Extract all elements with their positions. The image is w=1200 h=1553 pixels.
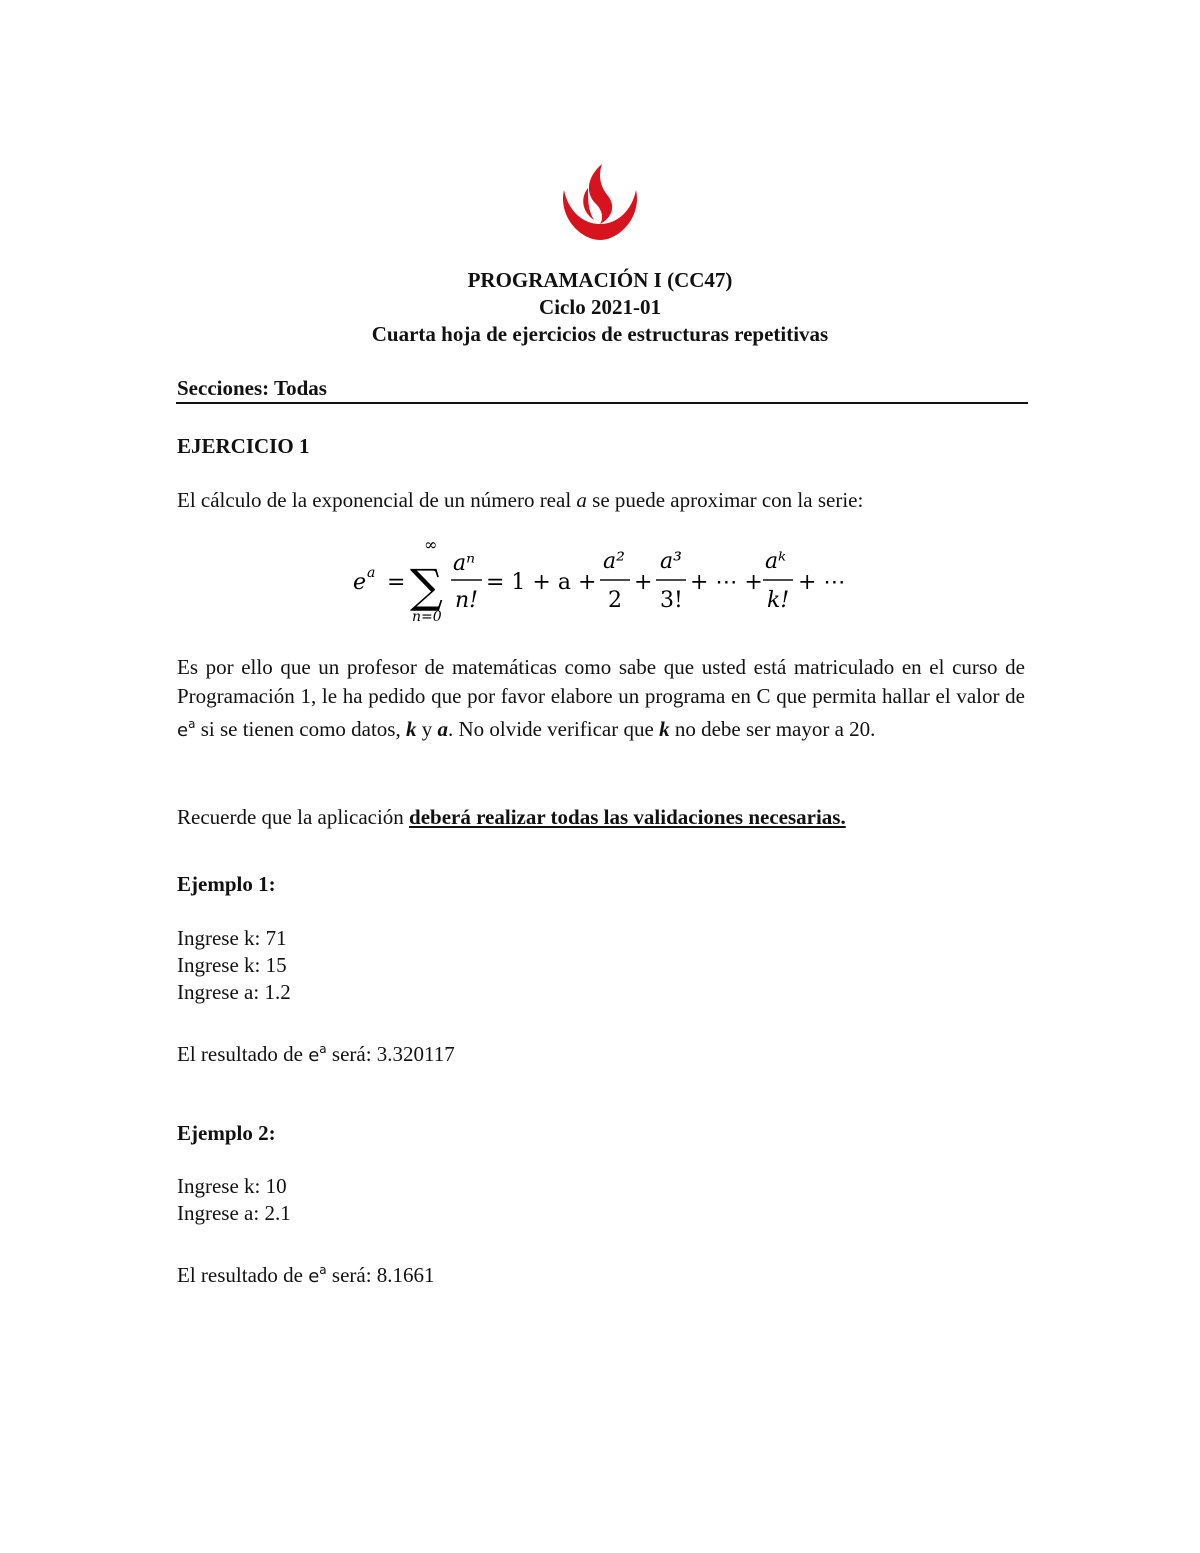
intro-text-pre: El cálculo de la exponencial de un número real [177, 488, 577, 512]
reminder [177, 804, 846, 831]
intro-var: a [576, 488, 587, 512]
result-post: será: 3.320117 [326, 1042, 455, 1066]
formula-lhs-exp: a [367, 565, 376, 581]
para-text-3: . No olvide verificar que [447, 717, 660, 741]
para-text-y: y [416, 717, 438, 741]
result-pre: El resultado de [177, 1042, 309, 1066]
reminder-pre: Recuerde que la aplicación [177, 805, 410, 829]
exercise-intro [177, 487, 863, 514]
result-e-exponent: a [319, 1042, 327, 1056]
result-e: e [308, 1045, 320, 1066]
result-e: e [308, 1266, 320, 1287]
formula-lhs-base: e [353, 570, 367, 595]
exercise-description [177, 653, 1025, 746]
frac3-den: 3! [660, 588, 683, 613]
intro-text-post: se puede aproximar con la serie: [586, 488, 864, 512]
frac3-num: a³ [660, 549, 682, 574]
result-e-exponent: a [319, 1263, 327, 1277]
formula-sum-bottom: n=0 [412, 609, 442, 625]
para-e: e [177, 720, 189, 741]
frac2-den: 2 [608, 588, 622, 613]
para-e-exponent: a [188, 717, 196, 731]
formula-sum-top: ∞ [424, 535, 438, 554]
example1-line: Ingrese k: 71 [177, 926, 287, 950]
para-text-1: Es por ello que un profesor de matemáticas como sabe que usted está matriculado en el curso de Programación 1, le ha pedido que por favor elabore un programa en C que permita hallar el valor de [177, 655, 1025, 708]
frac4-num: aᵏ [765, 549, 787, 574]
example2-line: Ingrese a: 2.1 [177, 1201, 291, 1225]
exercise-title: EJERCICIO 1 [177, 434, 310, 458]
result-post: será: 8.1661 [326, 1263, 435, 1287]
formula-eq2: = 1 + a + [486, 570, 597, 595]
example1-line: Ingrese k: 15 [177, 953, 287, 977]
para-var-k: k [405, 717, 417, 741]
cycle-title: Ciclo 2021-01 [539, 295, 661, 319]
frac1-num: aⁿ [453, 551, 476, 576]
example2-title: Ejemplo 2: [177, 1121, 276, 1145]
example2-line: Ingrese k: 10 [177, 1174, 287, 1198]
example1-result [177, 1036, 455, 1069]
para-var-a: a [437, 717, 448, 741]
formula-plus1: + [634, 570, 653, 595]
example1-title: Ejemplo 1: [177, 872, 276, 896]
frac2-num: a² [603, 549, 625, 574]
para-text-4: no debe ser mayor a 20. [669, 717, 876, 741]
frac4-den: k! [767, 588, 790, 613]
formula-eq: = [387, 570, 406, 595]
para-var-k2: k [659, 717, 670, 741]
course-title: PROGRAMACIÓN I (CC47) [467, 268, 733, 292]
university-logo-icon [558, 162, 642, 242]
formula-tail: + ⋯ [798, 570, 846, 595]
para-text-2: si se tienen como datos, [195, 717, 406, 741]
result-pre: El resultado de [177, 1263, 309, 1287]
sections-label: Secciones: Todas [177, 376, 327, 400]
formula-sum-symbol: ∑ [410, 559, 443, 613]
example1-line: Ingrese a: 1.2 [177, 980, 291, 1004]
example2-result [177, 1257, 435, 1290]
frac1-den: n! [455, 588, 479, 613]
header-divider [176, 402, 1028, 404]
series-formula [340, 530, 870, 640]
formula-mid: + ⋯ + [690, 570, 763, 595]
reminder-emphasis: deberá realizar todas las validaciones necesarias. [409, 805, 846, 829]
sheet-subtitle: Cuarta hoja de ejercicios de estructuras repetitivas [371, 322, 829, 346]
